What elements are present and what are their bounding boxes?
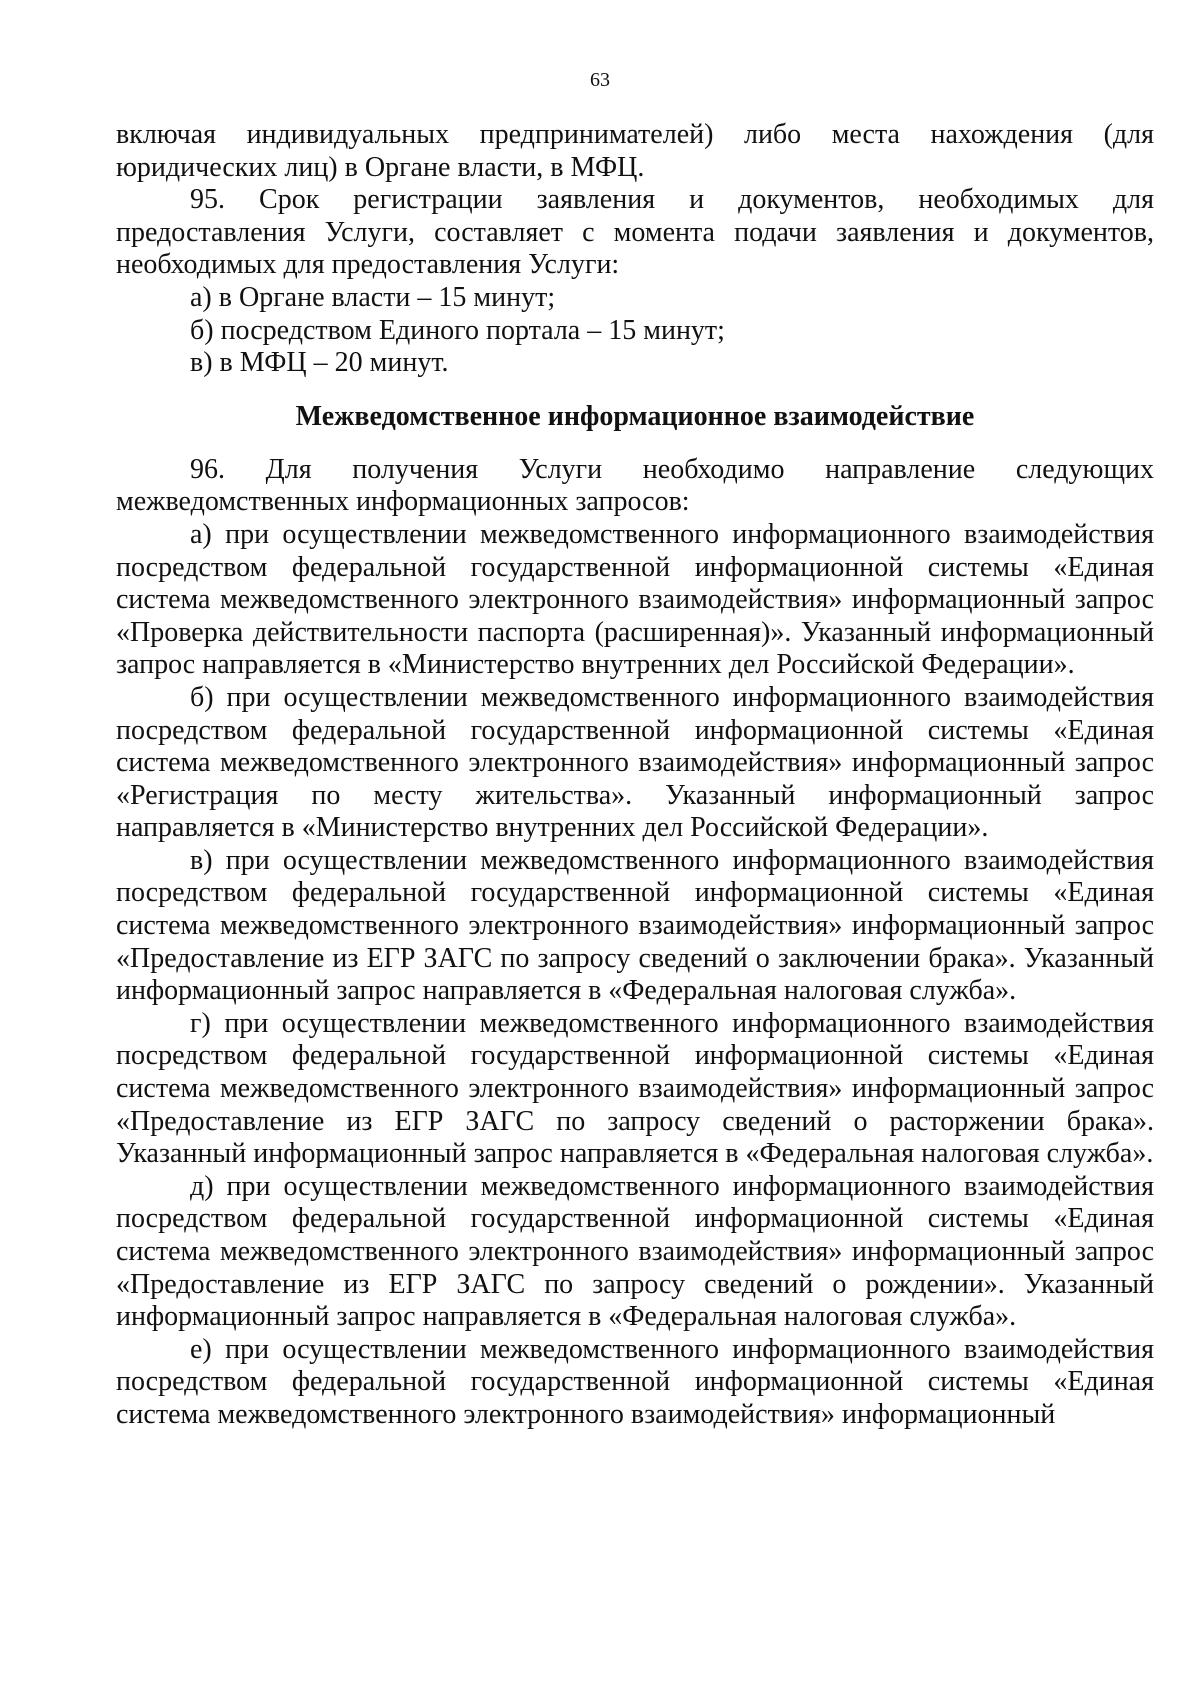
paragraph-96: 96. Для получения Услуги необходимо направление следующих межведомственных информационных запросов: <box>116 453 1154 518</box>
list-item-v: в) в МФЦ – 20 минут. <box>190 347 449 379</box>
request-item-v: в) при осуществлении межведомственного информационного взаимодействия посредством федеральной государственной информационной системы «Единая система межведомственного электронного взаимодействия» информационный запрос «Предоставление из ЕГР ЗАГС по запросу сведений о заключении брака». Указанный информационный запрос направляется в «Федеральная налоговая служба». <box>116 844 1154 1007</box>
list-item-b: б) посредством Единого портала – 15 минут; <box>190 314 725 346</box>
page-number: 63 <box>590 69 610 91</box>
list-item-a: а) в Органе власти – 15 минут; <box>190 281 556 313</box>
section-heading: Межведомственное информационное взаимодействие <box>295 400 975 432</box>
paragraph-95: 95. Срок регистрации заявления и документов, необходимых для предоставления Услуги, составляет с момента подачи заявления и документов, необходимых для предоставления Услуги: <box>116 184 1154 281</box>
request-item-g: г) при осуществлении межведомственного информационного взаимодействия посредством федеральной государственной информационной системы «Единая система межведомственного электронного взаимодействия» информационный запрос «Предоставление из ЕГР ЗАГС по запросу сведений о расторжении брака». Указанный информационный запрос направляется в «Федеральная налоговая служба». <box>116 1007 1154 1170</box>
document-body <box>116 119 1154 1432</box>
request-item-b: б) при осуществлении межведомственного информационного взаимодействия посредством федеральной государственной информационной системы «Единая система межведомственного электронного взаимодействия» информационный запрос «Регистрация по месту жительства». Указанный информационный запрос направляется в «Министерство внутренних дел Российской Федерации». <box>116 681 1154 844</box>
paragraph-continuation: включая индивидуальных предпринимателей) либо места нахождения (для юридических лиц) в Органе власти, в МФЦ. <box>116 119 1154 183</box>
request-item-e: е) при осуществлении межведомственного информационного взаимодействия посредством федеральной государственной информационной системы «Единая система межведомственного электронного взаимодействия» информационный <box>116 1333 1154 1430</box>
request-item-d: д) при осуществлении межведомственного информационного взаимодействия посредством федеральной государственной информационной системы «Единая система межведомственного электронного взаимодействия» информационный запрос «Предоставление из ЕГР ЗАГС по запросу сведений о рождении». Указанный информационный запрос направляется в «Федеральная налоговая служба». <box>116 1170 1154 1333</box>
request-item-a: а) при осуществлении межведомственного информационного взаимодействия посредством федеральной государственной информационной системы «Единая система межведомственного электронного взаимодействия» информационный запрос «Проверка действительности паспорта (расширенная)». Указанный информационный запрос направляется в «Министерство внутренних дел Российской Федерации». <box>116 518 1154 681</box>
